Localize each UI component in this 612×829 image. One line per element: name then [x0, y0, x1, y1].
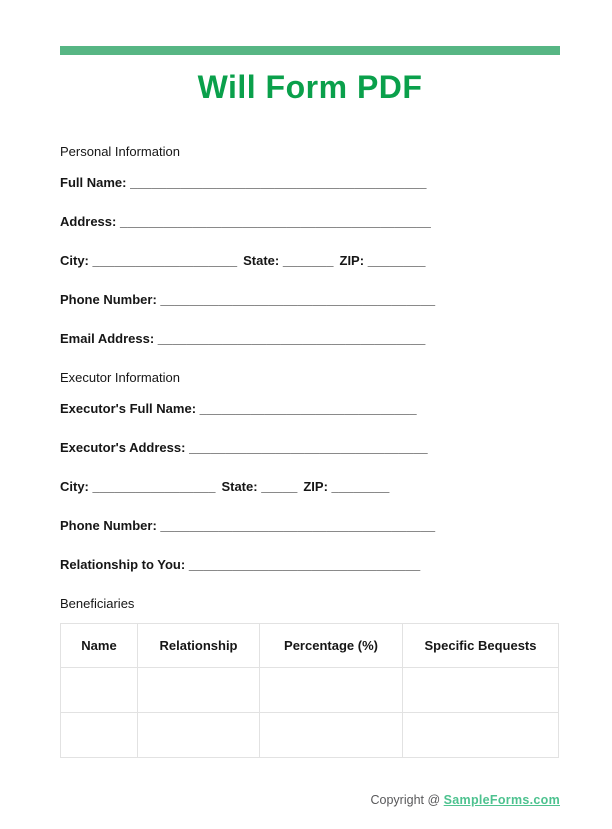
field-city-state-zip — [60, 253, 560, 268]
field-blank-line: ______________________________________ — [160, 292, 436, 307]
field-label: Relationship to You: — [60, 557, 186, 572]
field-blank-line: ____________________ — [92, 253, 238, 268]
field-label: Email Address: — [60, 331, 155, 346]
field-phone-number — [60, 292, 560, 307]
table-cell — [260, 713, 403, 758]
form-content — [60, 144, 560, 807]
field-executors-full-name — [60, 401, 560, 416]
table-cell — [61, 668, 138, 713]
page-title: Will Form PDF — [197, 69, 423, 105]
section-heading-beneficiaries: Beneficiaries — [60, 596, 135, 611]
table-cell — [403, 668, 559, 713]
field-label: Full Name: — [60, 175, 127, 190]
field-label: City: — [60, 479, 89, 494]
footer — [60, 793, 560, 807]
field-blank-line: ______________________________ — [199, 401, 417, 416]
field-executor-city-state-zip — [60, 479, 560, 494]
section-executor-information — [60, 370, 560, 572]
field-label: ZIP: — [303, 479, 328, 494]
section-personal-information — [60, 144, 560, 346]
table-header-name: Name — [61, 624, 138, 668]
table-cell — [138, 668, 260, 713]
accent-bar — [60, 46, 560, 55]
field-blank-line: ________ — [331, 479, 390, 494]
field-blank-line: _________________ — [92, 479, 216, 494]
field-blank-line: _____ — [261, 479, 298, 494]
field-full-name — [60, 175, 560, 190]
table-cell — [138, 713, 260, 758]
field-label: Phone Number: — [60, 518, 157, 533]
table-cell — [61, 713, 138, 758]
section-heading-executor: Executor Information — [60, 370, 180, 385]
copyright-text: Copyright @ — [370, 793, 441, 807]
field-label: Address: — [60, 214, 117, 229]
field-blank-line: _________________________________ — [189, 440, 428, 455]
field-label: State: — [221, 479, 258, 494]
field-blank-line: ______________________________________ — [160, 518, 436, 533]
table-row — [61, 713, 559, 758]
table-header-specific-bequests: Specific Bequests — [403, 624, 559, 668]
table-header-row — [61, 624, 559, 668]
section-beneficiaries — [60, 596, 560, 758]
field-label: City: — [60, 253, 89, 268]
table-row — [61, 668, 559, 713]
field-email-address — [60, 331, 560, 346]
table-header-relationship: Relationship — [138, 624, 260, 668]
field-label: State: — [243, 253, 280, 268]
field-label: Executor's Address: — [60, 440, 186, 455]
field-blank-line: ___________________________________________ — [119, 214, 431, 229]
field-executor-phone-number — [60, 518, 560, 533]
document-page — [60, 46, 560, 807]
field-label: Executor's Full Name: — [60, 401, 197, 416]
table-cell — [403, 713, 559, 758]
section-heading-personal: Personal Information — [60, 144, 180, 159]
beneficiaries-table — [60, 623, 559, 758]
field-address — [60, 214, 560, 229]
field-blank-line: ________ — [367, 253, 426, 268]
field-blank-line: _______ — [282, 253, 334, 268]
field-relationship-to-you — [60, 557, 560, 572]
field-label: Phone Number: — [60, 292, 157, 307]
field-blank-line: _________________________________________ — [130, 175, 427, 190]
table-header-percentage: Percentage (%) — [260, 624, 403, 668]
field-blank-line: ________________________________ — [188, 557, 421, 572]
field-executors-address — [60, 440, 560, 455]
field-label: ZIP: — [339, 253, 365, 268]
table-cell — [260, 668, 403, 713]
field-blank-line: _____________________________________ — [157, 331, 426, 346]
sampleforms-link[interactable]: SampleForms.com — [443, 793, 560, 807]
